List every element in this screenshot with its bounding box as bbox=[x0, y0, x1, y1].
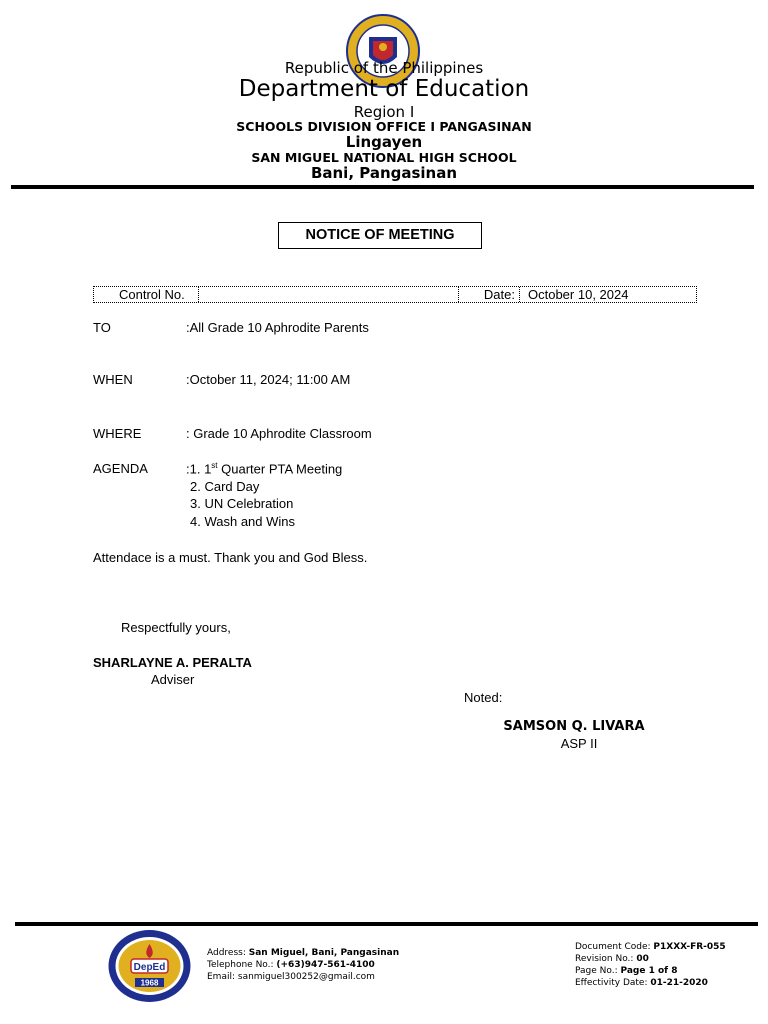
revision-line bbox=[575, 953, 649, 965]
city-heading: Lingayen bbox=[345, 133, 423, 151]
signer-title: Adviser bbox=[151, 672, 195, 687]
control-date-row bbox=[93, 286, 697, 303]
email-label: Email: bbox=[207, 972, 238, 982]
republic-heading: Republic of the Philippines bbox=[284, 59, 484, 77]
where-label: WHERE bbox=[93, 426, 142, 441]
location-heading: Bani, Pangasinan bbox=[310, 164, 458, 182]
phone-label: Telephone No.: bbox=[207, 960, 277, 970]
to-label: TO bbox=[93, 320, 111, 335]
school-heading: SAN MIGUEL NATIONAL HIGH SCHOOL bbox=[251, 150, 517, 165]
noted-label: Noted: bbox=[464, 690, 503, 705]
control-value-cell bbox=[199, 287, 459, 302]
seal-center-text: DepEd bbox=[133, 962, 166, 973]
effectivity-value: 01-21-2020 bbox=[650, 978, 708, 988]
notice-title: NOTICE OF MEETING bbox=[278, 222, 482, 249]
noter-title: ASP II bbox=[560, 736, 598, 751]
noter-name: SAMSON Q. LIVARA bbox=[503, 719, 645, 734]
address-line bbox=[207, 947, 399, 959]
agenda-item-2: 2. Card Day bbox=[190, 479, 260, 494]
to-value: :All Grade 10 Aphrodite Parents bbox=[186, 320, 369, 335]
doc-code-value: P1XXX-FR-055 bbox=[653, 942, 726, 952]
department-heading: Department of Education bbox=[238, 76, 530, 102]
date-label: Date: bbox=[459, 287, 520, 302]
doc-code-label: Document Code: bbox=[575, 942, 654, 952]
when-label: WHEN bbox=[93, 372, 133, 387]
agenda-label: AGENDA bbox=[93, 461, 148, 476]
effectivity-line bbox=[575, 977, 708, 989]
signer-name: SHARLAYNE A. PERALTA bbox=[93, 655, 252, 670]
agenda-item-1-number: :1. 1 bbox=[186, 461, 212, 477]
phone-line bbox=[207, 959, 375, 971]
effectivity-label: Effectivity Date: bbox=[575, 978, 651, 988]
date-value: October 10, 2024 bbox=[528, 287, 629, 302]
agenda-item-1 bbox=[186, 461, 342, 476]
where-value: : Grade 10 Aphrodite Classroom bbox=[186, 426, 372, 441]
agenda-item-3: 3. UN Celebration bbox=[190, 496, 294, 511]
page-line bbox=[575, 965, 677, 977]
agenda-item-1-sup: st bbox=[211, 461, 218, 470]
revision-value: 00 bbox=[636, 954, 649, 964]
agenda-item-4: 4. Wash and Wins bbox=[190, 514, 296, 529]
page-value: Page 1 of 8 bbox=[620, 966, 678, 976]
revision-label: Revision No.: bbox=[575, 954, 637, 964]
seal-year-text: 1968 bbox=[140, 978, 159, 988]
header-divider bbox=[11, 185, 754, 189]
email-line bbox=[207, 971, 375, 983]
respectfully-text: Respectfully yours, bbox=[121, 620, 231, 635]
region-heading: Region I bbox=[353, 103, 415, 121]
address-label: Address: bbox=[207, 948, 249, 958]
email-value: sanmiguel300252@gmail.com bbox=[237, 972, 375, 982]
division-heading: SCHOOLS DIVISION OFFICE I PANGASINAN bbox=[236, 119, 532, 134]
footer-divider bbox=[15, 922, 758, 926]
page-label: Page No.: bbox=[575, 966, 621, 976]
control-label: Control No. bbox=[119, 287, 185, 302]
doc-code-line bbox=[575, 941, 726, 953]
when-value: :October 11, 2024; 11:00 AM bbox=[186, 372, 351, 387]
school-seal-logo bbox=[107, 928, 192, 1004]
agenda-item-1-text: Quarter PTA Meeting bbox=[217, 461, 343, 477]
phone-value: (+63)947-561-4100 bbox=[276, 960, 375, 970]
attendance-note: Attendace is a must. Thank you and God Bless. bbox=[93, 550, 368, 565]
address-value: San Miguel, Bani, Pangasinan bbox=[248, 948, 400, 958]
control-label-cell bbox=[94, 287, 199, 302]
